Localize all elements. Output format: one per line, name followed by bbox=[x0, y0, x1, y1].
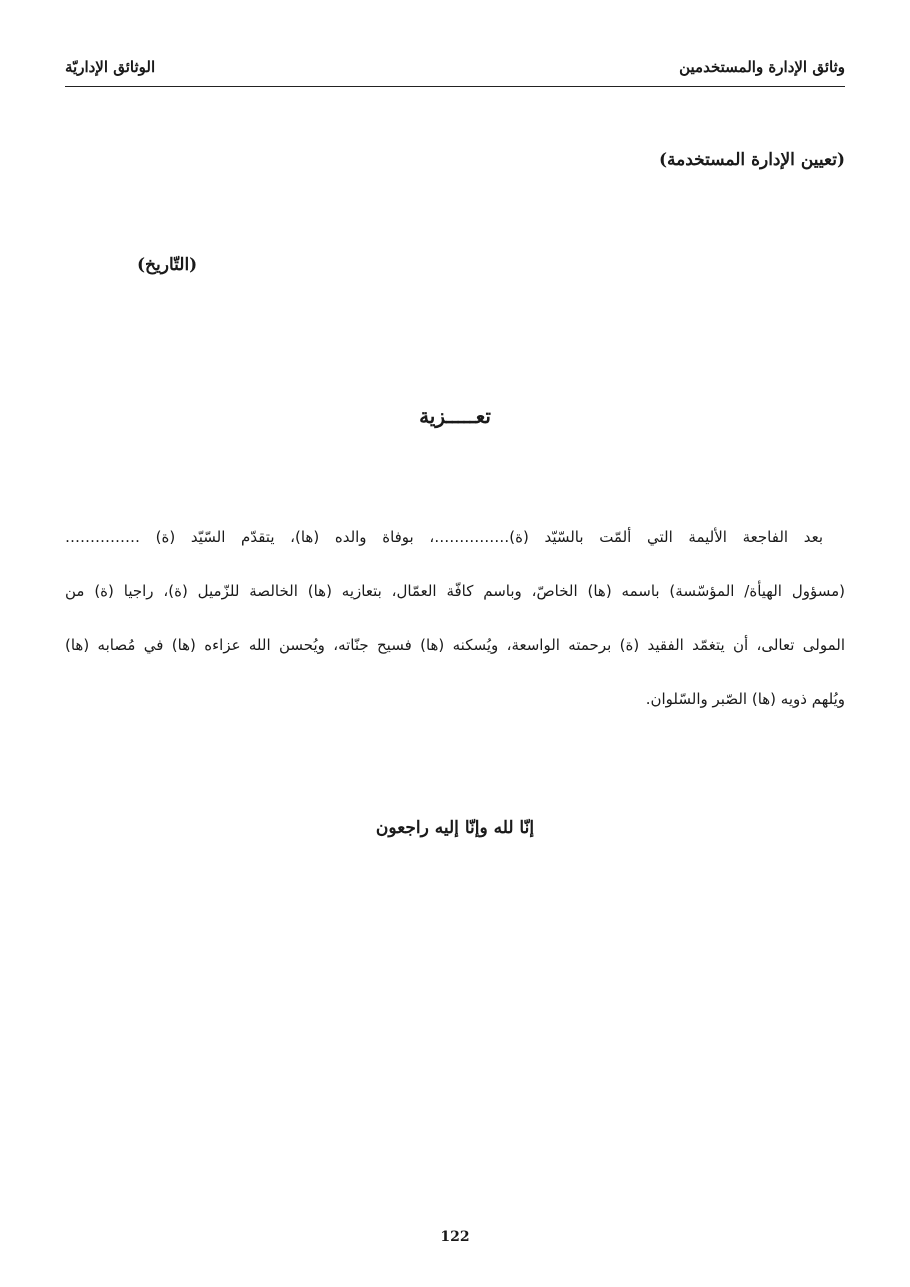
section-label: (تعيين الإدارة المستخدمة) bbox=[658, 150, 845, 170]
header-chapter-title: وثائق الإدارة والمستخدمين bbox=[679, 58, 845, 76]
header-book-title: الوثائق الإداريّة bbox=[65, 58, 156, 76]
page-number: 122 bbox=[440, 1229, 470, 1245]
body-line: بعد الفاجعة الأليمة التي ألمّت بالسّيّد (ة)……………، بوفاة والده (ها)، يتقدّم السّيّد (ة) …………… bbox=[65, 528, 823, 546]
body-line: المولى تعالى، أن يتغمّد الفقيد (ة) برحمته الواسعة، ويُسكنه (ها) فسيح جنّاته، ويُحسن الله عزاءه (ها) في مُصابه (ها) bbox=[65, 636, 845, 654]
closing-phrase: إنّا لله وإنّا إليه راجعون bbox=[375, 818, 535, 838]
document-title: تعـــــزية bbox=[419, 404, 491, 428]
date-label: (التّاريخ) bbox=[137, 255, 198, 275]
running-header bbox=[65, 58, 845, 87]
body-line: ويُلهم ذويه (ها) الصّبر والسّلوان. bbox=[645, 690, 845, 708]
body-paragraph bbox=[65, 510, 845, 726]
body-line: (مسؤول الهيأة/ المؤسّسة) باسمه (ها) الخاصّ، وباسم كافّة العمّال، بتعازيه (ها) الخالصة للزّميل (ة)، راجيا (ة) من bbox=[65, 582, 845, 600]
